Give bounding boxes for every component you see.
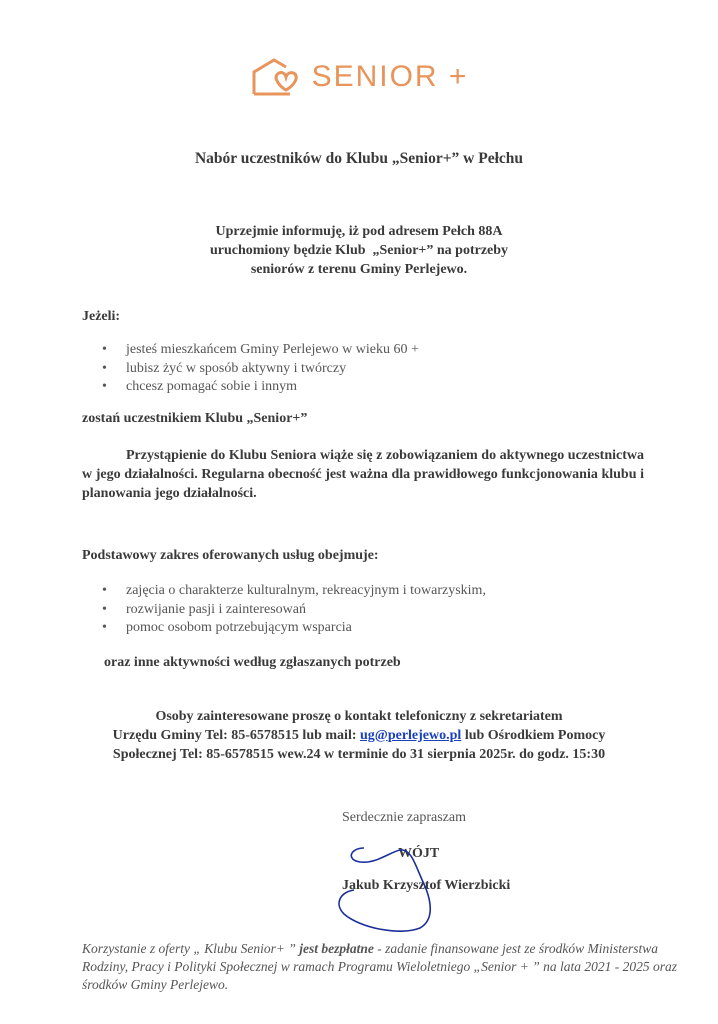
list-item: • jesteś mieszkańcem Gminy Perlejewo w wieku 60 + <box>100 341 419 360</box>
handwritten-signature <box>330 828 470 936</box>
contact-line: Osoby zainteresowane proszę o kontakt telefoniczny z sekretariatem <box>155 709 563 724</box>
join-heading: zostań uczestnikiem Klubu „Senior+” <box>82 411 308 426</box>
funding-note <box>82 940 682 994</box>
contact-text: lub Ośrodkiem Pomocy <box>461 728 606 743</box>
list-item: • zajęcia o charakterze kulturalnym, rekreacyjnym i towarzyskim, <box>100 582 486 601</box>
intro-line: Uprzejmie informuję, iż pod adresem Pełch 88A <box>215 224 503 239</box>
list-item: • chcesz pomagać sobie i innym <box>100 378 419 397</box>
services-heading: Podstawowy zakres oferowanych usług obejmuje: <box>82 548 379 563</box>
contact-line <box>0 726 718 745</box>
contact-block <box>0 707 718 764</box>
contact-line: Społecznej Tel: 85-6578515 wew.24 w terminie do 31 sierpnia 2025r. do godz. 15:30 <box>112 747 606 762</box>
commitment-paragraph: Przystąpienie do Klubu Seniora wiąże się z zobowiązaniem do aktywnego uczestnictwa w jego działalności. Regularna obecność jest ważna dla prawidłowego funkcjonowania klubu i planowania jego działalności. <box>82 448 644 501</box>
intro-block <box>0 222 718 279</box>
other-activities: oraz inne aktywności według zgłaszanych potrzeb <box>104 655 401 670</box>
footer-text: Korzystanie z oferty „ Klubu Senior+ ” <box>82 941 300 956</box>
document-title: Nabór uczestników do Klubu „Senior+” w Pełchu <box>194 150 524 167</box>
house-heart-icon <box>250 56 308 98</box>
logo-text: SENIOR + <box>311 60 469 93</box>
list-item: • lubisz żyć w sposób aktywny i twórczy <box>100 360 419 379</box>
footer-free-label: jest bezpłatne <box>299 941 374 956</box>
senior-plus-logo <box>0 56 718 98</box>
list-item: • rozwijanie pasji i zainteresowań <box>100 601 486 620</box>
invite-text: Serdecznie zapraszam <box>342 810 466 825</box>
contact-text: Urzędu Gminy Tel: 85-6578515 lub mail: <box>112 728 361 743</box>
if-heading: Jeżeli: <box>82 309 121 324</box>
conditions-list <box>100 341 419 397</box>
intro-line: uruchomiony będzie Klub „Senior+” na potrzeby <box>209 243 509 258</box>
intro-line: seniorów z terenu Gminy Perlejewo. <box>250 262 468 277</box>
footer-text: - zadanie finansowane jest ze środków Ministerstwa Rodziny, Pracy i Polityki Społecznej w ramach Programu Wieloletniego „Senior + ” na lata 2021 - 2025 oraz środków Gminy Perlejewo. <box>82 941 678 992</box>
email-link[interactable]: ug@perlejewo.pl <box>360 728 462 743</box>
signatory-name: Jakub Krzysztof Wierzbicki <box>342 878 511 893</box>
list-item: • pomoc osobom potrzebującym wsparcia <box>100 619 486 638</box>
services-list <box>100 582 486 638</box>
signatory-role: WÓJT <box>398 846 440 861</box>
